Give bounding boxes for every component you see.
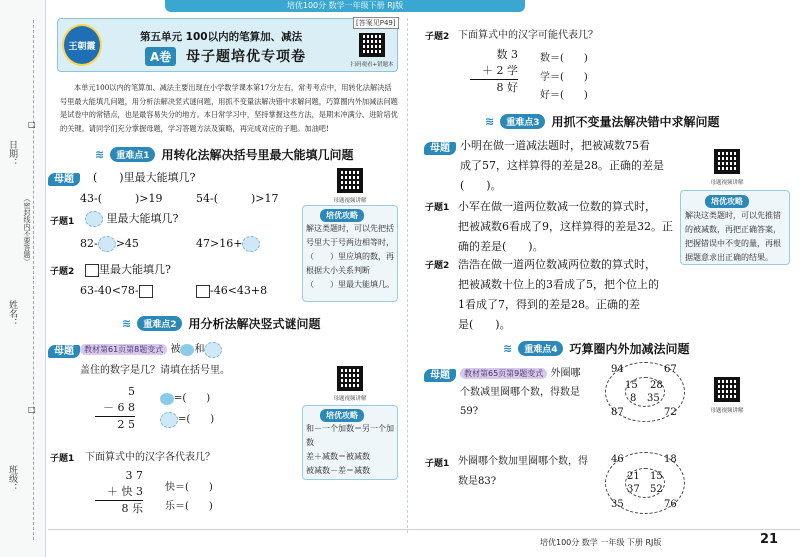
sub-question-label: 子题2 [50, 267, 75, 277]
question-text: 教材第61页第8题变式 被 和 [80, 340, 222, 358]
wave-icon: ≋ [485, 115, 495, 128]
answer-line: 数＝( ) [540, 53, 588, 64]
answer-reference: [答案见P49] [353, 17, 399, 29]
qr-code-icon[interactable] [359, 33, 385, 57]
ring-number: 15 [625, 380, 638, 391]
no-answer-note: （密封线内不要答题） [23, 195, 31, 265]
section-4-heading [503, 340, 690, 357]
qr-code-icon[interactable] [714, 377, 740, 402]
question-text-cont: 个数减里圈哪个数，得数是 59? [460, 387, 580, 417]
answer-line: =( ) [160, 410, 214, 428]
sub-question-label: 子题2 [425, 32, 450, 42]
ring-number: 67 [664, 364, 677, 375]
question-text: 教材第65页第9题变式 外圈哪 [460, 364, 580, 379]
brand-logo: 王朝霞 [62, 24, 102, 66]
question-text: ( )里最大能填几? [93, 171, 196, 184]
ring-number: 15 [650, 471, 663, 482]
answer-line: 乐＝( ) [165, 501, 213, 512]
ring-number: 35 [647, 393, 660, 404]
qr-caption: 母题视频讲解 [333, 198, 367, 204]
sub-question-label: 子题2 [425, 261, 450, 271]
qr-code-icon[interactable] [714, 149, 740, 174]
section-1-heading [95, 146, 354, 163]
question-text: 小明在做一道减法题时，把被减数75看 成了57，这样算得的差是28。正确的差是 ( )。 [460, 139, 664, 192]
answer-line: 好＝( ) [540, 90, 588, 101]
section-title: 用转化法解决括号里最大能填几问题 [161, 148, 354, 162]
qr-code-icon[interactable] [337, 168, 363, 193]
wave-icon: ≋ [95, 148, 105, 161]
ring-number: 35 [611, 499, 624, 510]
ring-number: 94 [611, 364, 624, 375]
cloud-shape-icon [242, 236, 260, 252]
section-title: 用分析法解决竖式谜问题 [188, 317, 321, 331]
qr-caption: 母题视频讲解 [710, 408, 744, 414]
ring-number: 21 [627, 471, 640, 482]
section-badge: 重难点3 [500, 114, 545, 129]
cloud-shape-icon [204, 342, 222, 358]
vertical-calc: 3 7 ＋ 快 3 8 乐 [95, 468, 143, 517]
tip-title: 培优攻略 [320, 208, 364, 222]
paper-title: 母子题培优专项卷 [186, 49, 306, 65]
header-tab: 培优100分 数学一年级下册 RJ版 [165, 0, 525, 12]
sub-question-label: 子题1 [425, 203, 450, 213]
question-text: 下面算式中的汉字可能代表几？ [458, 30, 598, 41]
cloud-shape-icon [160, 412, 178, 428]
equation: 54-( )>17 [196, 192, 279, 205]
question-text: 里最大能填几? [85, 210, 178, 227]
seal-mark-2: □ [28, 405, 36, 414]
question-text: 外圈哪个数加里圈哪个数，得 数是83? [458, 456, 588, 487]
section-2-heading [122, 315, 321, 332]
mother-question-label: 母题 [424, 366, 456, 381]
vertical-calc: 5 － 6 8 2 5 [95, 384, 135, 433]
square-box-icon [139, 285, 153, 298]
square-box-icon [85, 264, 99, 277]
textbook-reference: 教材第65页第9题变式 [460, 368, 547, 379]
qr-caption: 母题视频讲解 [710, 180, 744, 186]
question-text: 里最大能填几? [85, 261, 171, 277]
qr-caption: 母题视频讲解 [333, 396, 367, 402]
ring-number: 87 [611, 407, 624, 418]
footer-rule [48, 529, 800, 530]
seal-mark: □ [28, 120, 36, 129]
qr-caption: 扫码观看+错题本 [350, 62, 394, 68]
ring-number: 18 [664, 454, 677, 465]
mother-question-label: 母题 [424, 139, 456, 154]
vertical-calc: 数 3 ＋ 2 学 8 好 [470, 47, 518, 96]
page-number: 21 [760, 532, 779, 547]
question-text-cont: 盖住的数字是几？请填在括号里。 [80, 365, 230, 376]
answer-line: 学＝( ) [540, 72, 588, 83]
equation: 43-( )>19 [80, 192, 163, 205]
textbook-reference: 教材第61页第8题变式 [80, 344, 167, 355]
section-title: 用抓不变量法解决错中求解问题 [551, 115, 720, 129]
equation: 47>16+ [196, 236, 260, 252]
equation: 63-40<78- [80, 284, 153, 298]
date-label: 日期： [7, 140, 17, 167]
answer-line: =( ) [160, 389, 210, 405]
seal-line [33, 20, 34, 540]
question-text: 浩浩在做一道两位数减两位数的算式时， 把被减数十位上的3看成了5，把个位上的 1看成了7，得到的差是28。正确的差 是( )。 [458, 258, 659, 331]
question-text: 小军在做一道两位数减一位数的算式时， 把被减数6看成了9，这样算得的差是32。正 确的差是( )。 [458, 200, 673, 253]
square-box-icon [196, 285, 210, 298]
section-badge: 重难点2 [137, 316, 182, 331]
section-3-heading [485, 113, 720, 130]
ring-number: 8 [630, 393, 637, 404]
section-badge: 重难点4 [518, 341, 563, 356]
sub-question-label: 子题1 [425, 459, 450, 469]
answer-line: 快＝( ) [165, 482, 213, 493]
pig-icon [160, 393, 174, 405]
footer-text: 培优100分 数学 一年级 下册 RJ版 [540, 538, 662, 547]
equation: 82- >45 [80, 237, 139, 250]
pig-icon [180, 344, 194, 356]
qr-code-icon[interactable] [337, 366, 363, 391]
sub-question-label: 子题1 [50, 454, 75, 464]
unit-title: 第五单元 100以内的笔算加、减法 [140, 31, 303, 43]
mother-question-label: 母题 [48, 170, 80, 185]
question-text: 下面算式中的汉字各代表几？ [85, 452, 215, 463]
equation: -46<43+8 [196, 284, 267, 298]
column-divider [407, 18, 408, 533]
section-title: 巧算圈内外加减法问题 [569, 342, 690, 356]
wave-icon: ≋ [122, 317, 132, 330]
mother-question-label: 母题 [48, 342, 80, 357]
tip-title: 培优攻略 [705, 194, 749, 208]
wave-icon: ≋ [503, 342, 513, 355]
cloud-shape-icon [98, 236, 116, 252]
ring-number: 76 [664, 499, 677, 510]
class-label: 班级： [7, 465, 17, 492]
ring-number: 52 [650, 484, 663, 495]
ring-number: 28 [650, 380, 663, 391]
tip-text: 解这类题时，可以先把括号里大于号两边相等时，（ ）里应填的数，再根据大小关系判断（ ）里最大能填几。 [306, 224, 394, 289]
tip-text: 和－一个加数＝另一个加数 差＋减数＝被减数 被减数－差＝减数 [306, 424, 394, 475]
tip-title: 培优攻略 [320, 408, 364, 422]
intro-paragraph: 本单元100以内的笔算加、减法主要出现在小学数学课本第17分左右，常考考点中，用转化法解决括号里最大能填几问题，用分析法解决竖式谜问题，用抓不变量法解决错中求解问题，巧算圈内外加减法问题是试卷中的常错点，也是最容易失分的地方。本日常学习中，坚持掌握这些方法，是期末冲满分、进阶培优的关键。请同学们充分掌握母题，学习答题方法及策略，再完成对应的子题。加油吧! [60, 83, 398, 133]
ring-number: 46 [611, 454, 624, 465]
ring-number: 37 [627, 484, 640, 495]
ring-number: 72 [664, 407, 677, 418]
paper-badge: A卷 [145, 47, 176, 66]
tip-text: 解决这类题时，可以先推错的被减数，再把正确答案，把握错误中不变的量，再根据题意求出正确的结果。 [685, 211, 781, 262]
sub-question-label: 子题1 [50, 217, 75, 227]
name-label: 姓名： [7, 300, 17, 327]
cloud-shape-icon [85, 211, 103, 227]
section-badge: 重难点1 [110, 147, 155, 162]
